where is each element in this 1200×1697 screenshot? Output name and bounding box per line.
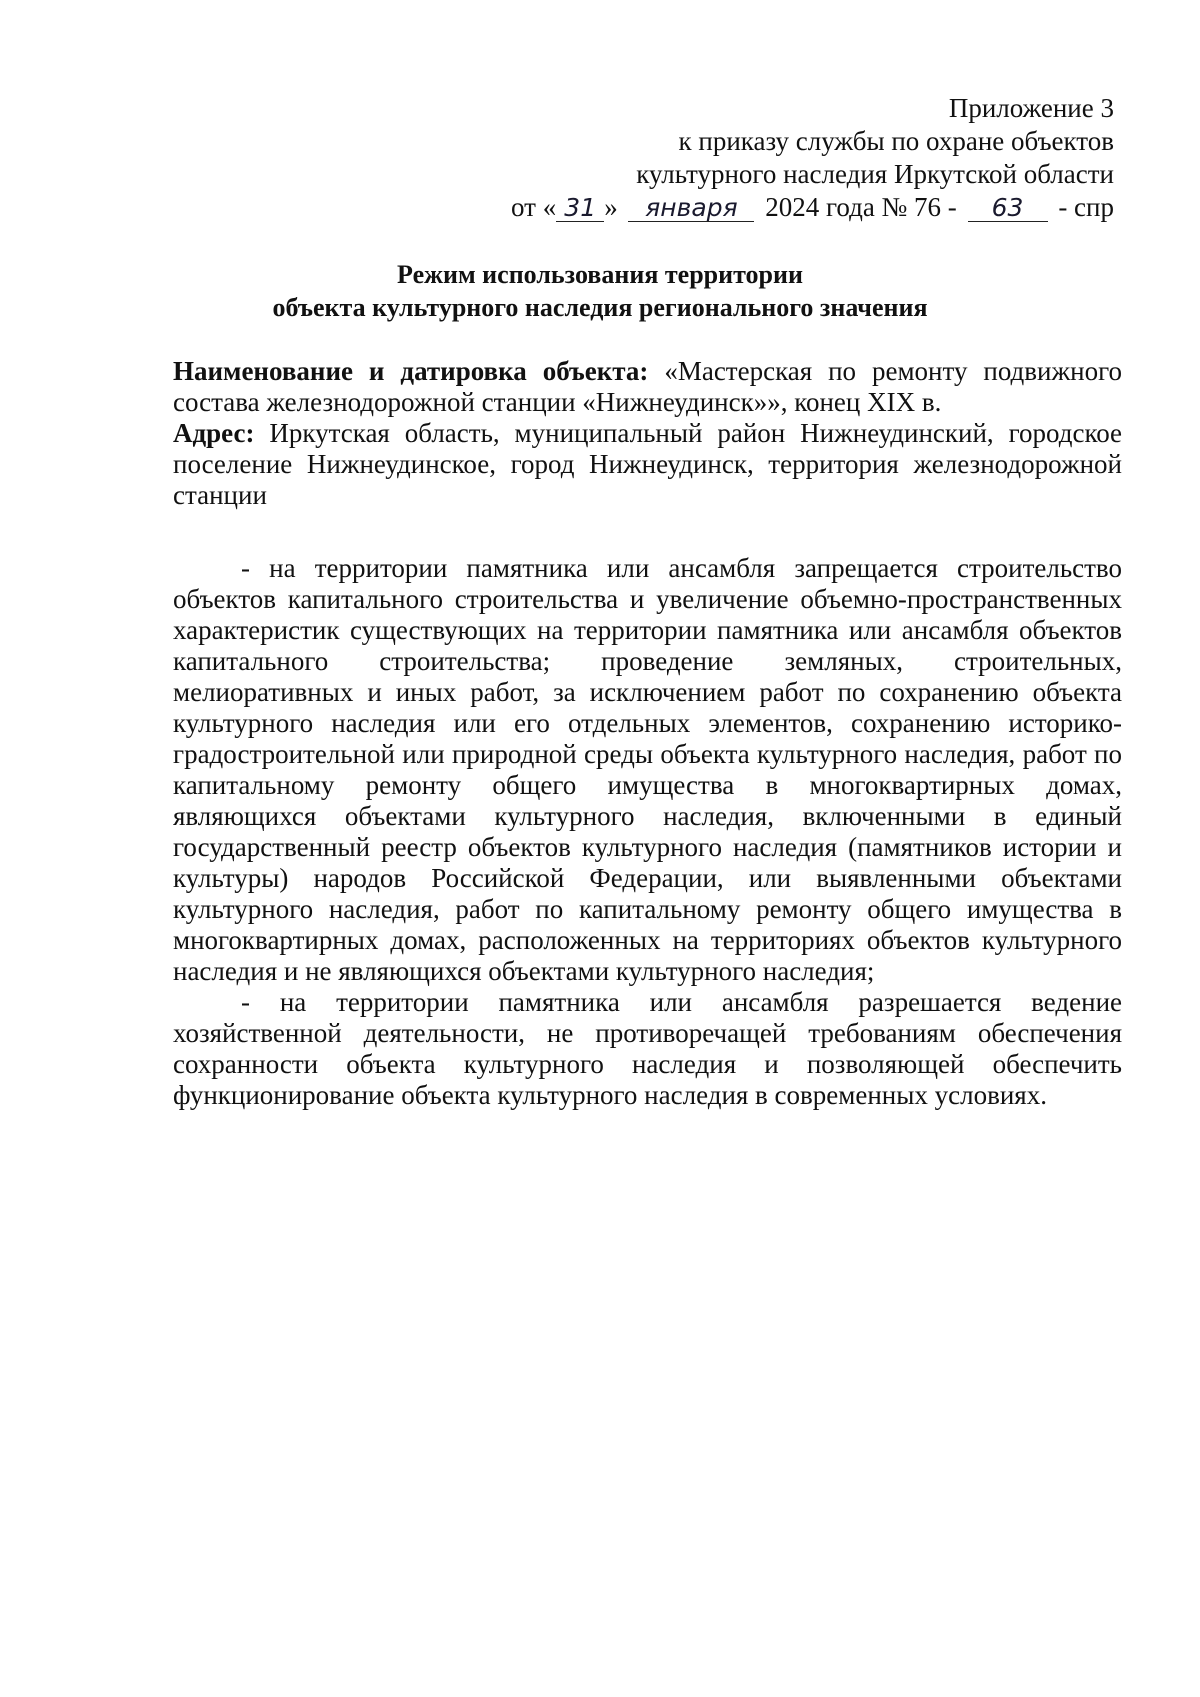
- appendix-date-line: [394, 191, 1114, 224]
- object-address-value: Иркутская область, муниципальный район Нижнеудинский, городское поселение Нижнеудинское, город Нижнеудинск, территория железнодорожной станции: [173, 418, 1123, 510]
- rules-section: [173, 553, 1122, 1111]
- date-year-number: 2024 года № 76 -: [765, 192, 957, 222]
- handwritten-day: 31: [556, 195, 604, 222]
- object-address-label: Адрес:: [173, 418, 255, 448]
- title-line-2: объекта культурного наследия регионального значения: [272, 293, 928, 322]
- object-name-label: Наименование и датировка объекта:: [173, 356, 649, 386]
- document-title: [160, 258, 1040, 324]
- handwritten-order-number: 63: [968, 195, 1048, 222]
- appendix-header: [394, 92, 1114, 224]
- date-mid: »: [604, 192, 618, 222]
- date-prefix: от «: [511, 192, 557, 222]
- appendix-authority: культурного наследия Иркутской области: [636, 159, 1114, 189]
- object-info: [173, 356, 1122, 511]
- appendix-order-ref: к приказу службы по охране объектов: [678, 126, 1114, 156]
- title-line-1: Режим использования территории: [397, 260, 803, 289]
- rule-permission: - на территории памятника или ансамбля разрешается ведение хозяйственной деятельности, не противоречащей требованиям обеспечения сохранности объекта культурного наследия и позволяющей обеспечить функционирование объекта культурного наследия в современных условиях.: [173, 987, 1122, 1110]
- object-address-paragraph: [173, 418, 1122, 511]
- appendix-number: Приложение 3: [948, 93, 1114, 123]
- object-name-paragraph: [173, 356, 1122, 418]
- handwritten-month: января: [628, 195, 754, 222]
- order-suffix: - спр: [1058, 192, 1114, 222]
- rule-prohibition: - на территории памятника или ансамбля запрещается строительство объектов капитального строительства и увеличение объемно-пространственных характеристик существующих на территории памятника или ансамбля объектов капитального строительства; проведение земляных, строительных, мелиоративных и иных работ, за исключением работ по сохранению объекта культурного наследия или его отдельных элементов, сохранению историко-градостроительной или природной среды объекта культурного наследия, работ по капитальному ремонту общего имущества в многоквартирных домах, являющихся объектами культурного наследия, включенными в единый государственный реестр объектов культурного наследия (памятников истории и культуры) народов Российской Федерации, или выявленными объектами культурного наследия, работ по капитальному ремонту общего имущества в многоквартирных домах, расположенных на территориях объектов культурного наследия и не являющихся объектами культурного наследия;: [173, 553, 1122, 986]
- object-name-value: «Мастерская по ремонту подвижного состава железнодорожной станции «Нижнеудинск»», конец XIX в.: [173, 356, 1122, 417]
